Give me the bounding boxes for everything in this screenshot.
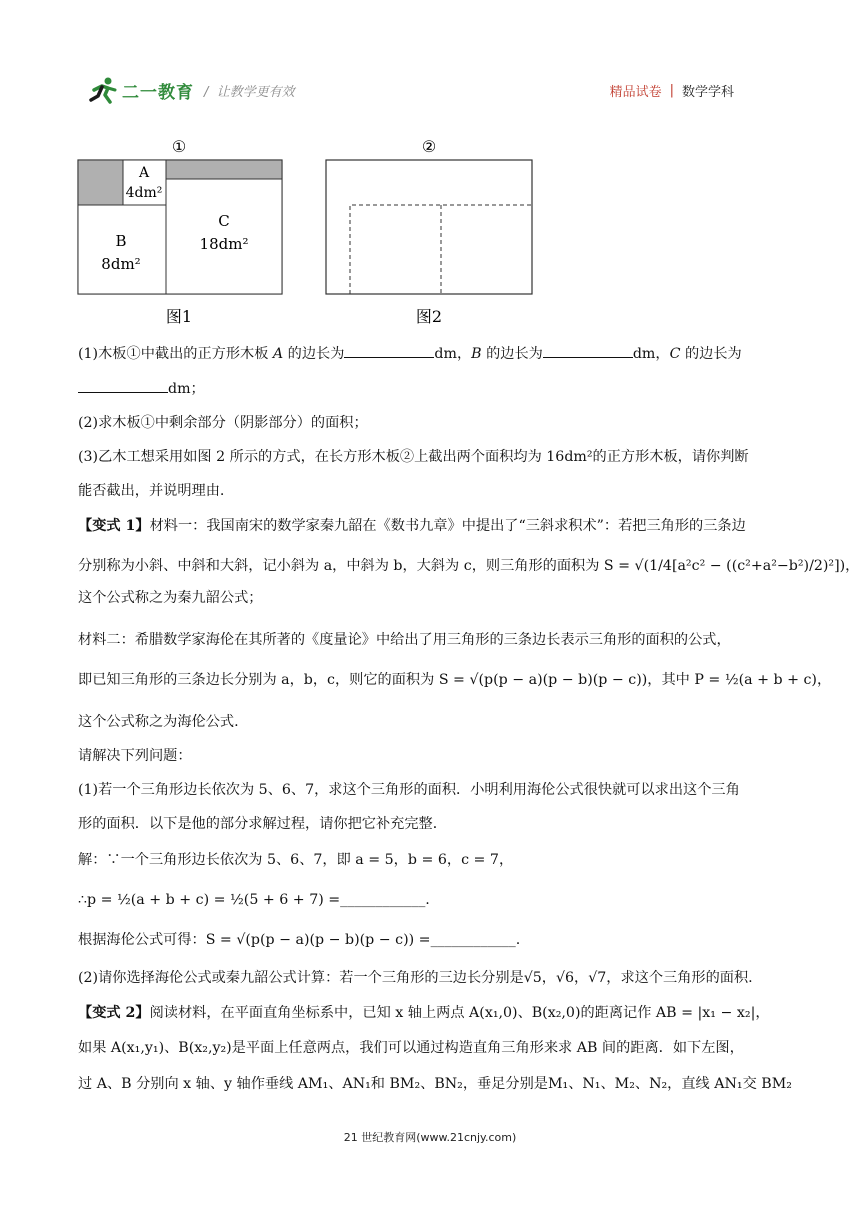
page-header: [0, 0, 860, 110]
solve-prompt: 请解决下列问题：: [78, 748, 192, 764]
question-1: (1)木板①中截出的正方形木板 A 的边长为 dm，B 的边长为 dm，C 的边长为: [78, 343, 786, 364]
answer-blank[interactable]: [543, 343, 633, 358]
label-A: A: [138, 165, 150, 181]
fig1-caption: 图1: [165, 307, 193, 326]
header-label: 精品试卷: [609, 85, 662, 100]
variant-2: 【变式 2】阅读材料，在平面直角坐标系中，已知 x 轴上两点 A(x₁,0)、B(x₂,0)的距离记作 AB = |x₁ − x₂|，: [78, 1005, 770, 1021]
problem-2: (2)请你选择海伦公式或秦九韶公式计算：若一个三角形的三边长分别是√5，√6，√7，求这个三角形的面积.: [78, 970, 753, 986]
area-C: 18dm²: [199, 235, 249, 253]
runner-logo-icon: [88, 76, 118, 104]
fig2-board: [326, 160, 532, 294]
label-C: C: [218, 212, 230, 230]
material-2-line2: 即已知三角形的三条边长分别为 a，b，c，则它的面积为 S = √(p(p − a)(p − b)(p − c))，其中 P = ½(a + b + c)，: [78, 672, 832, 688]
figure-area: [76, 130, 546, 330]
header-subject: 数学学科: [681, 85, 734, 100]
answer-blank[interactable]: [78, 378, 168, 393]
area-A: 4dm²: [125, 185, 163, 201]
material-2-line3: 这个公式称之为海伦公式.: [78, 714, 239, 730]
page-footer: 21 世纪教育网(www.21cnjy.com): [343, 1131, 517, 1144]
fig1-shaded-top: [166, 160, 282, 179]
material-2: 材料二：希腊数学家海伦在其所著的《度量论》中给出了用三角形的三条边长表示三角形的面积的公式，: [78, 632, 731, 648]
fig2-caption: 图2: [415, 307, 443, 326]
header-separator: |: [669, 83, 674, 98]
solution-line-3: 根据海伦公式可得：S = √(p(p − a)(p − b)(p − c)) =____________.: [78, 932, 521, 948]
brand-logo: [88, 76, 295, 104]
variant-2-line2: 如果 A(x₁,y₁)、B(x₂,y₂)是平面上任意两点，我们可以通过构造直角三角形来求 AB 间的距离．如下左图，: [78, 1040, 744, 1056]
question-3: (3)乙木工想采用如图 2 所示的方式，在长方形木板②上截出两个面积均为 16dm²的正方形木板，请你判断: [78, 449, 749, 465]
answer-blank[interactable]: [344, 343, 434, 358]
variant-1-line2: 分别称为小斜、中斜和大斜，记小斜为 a，中斜为 b，大斜为 c，则三角形的面积为 S = √(1/4[a²c² − ((c²+a²−b²)/2)²])，: [78, 558, 860, 574]
fig1-shaded-left: [78, 160, 123, 205]
problem-1-cont: 形的面积．以下是他的部分求解过程，请你把它补充完整．: [78, 816, 447, 832]
brand-name: 二一教育: [122, 82, 194, 103]
variant-1-line3: 这个公式称之为秦九韶公式；: [78, 590, 263, 606]
area-B: 8dm²: [101, 255, 141, 273]
label-B: B: [115, 232, 127, 250]
fig1-circle-label: ①: [171, 137, 187, 156]
board-figures: [76, 130, 546, 330]
variant-1: 【变式 1】材料一：我国南宋的数学家秦九韶在《数书九章》中提出了“三斜求积术”：若把三角形的三条边: [78, 518, 746, 534]
fig2-circle-label: ②: [421, 137, 437, 156]
brand-slogan: / 让教学更有效: [204, 84, 295, 100]
problem-1: (1)若一个三角形边长依次为 5、6、7，求这个三角形的面积．小明利用海伦公式很快就可以求出这个三角: [78, 782, 740, 798]
solution-line-1: 解：∵一个三角形边长依次为 5、6、7，即 a = 5，b = 6，c = 7，: [78, 852, 514, 868]
question-3-cont: 能否截出，并说明理由.: [78, 483, 225, 499]
question-2: (2)求木板①中剩余部分（阴影部分）的面积；: [78, 415, 368, 431]
header-right: [610, 81, 734, 100]
solution-line-2: ∴p = ½(a + b + c) = ½(5 + 6 + 7) =____________.: [78, 892, 430, 908]
variant-2-line3: 过 A、B 分别向 x 轴、y 轴作垂线 AM₁、AN₁和 BM₂、BN₂，垂足分别是M₁、N₁、M₂、N₂，直线 AN₁交 BM₂: [78, 1076, 792, 1092]
question-1-cont: dm；: [78, 378, 786, 399]
